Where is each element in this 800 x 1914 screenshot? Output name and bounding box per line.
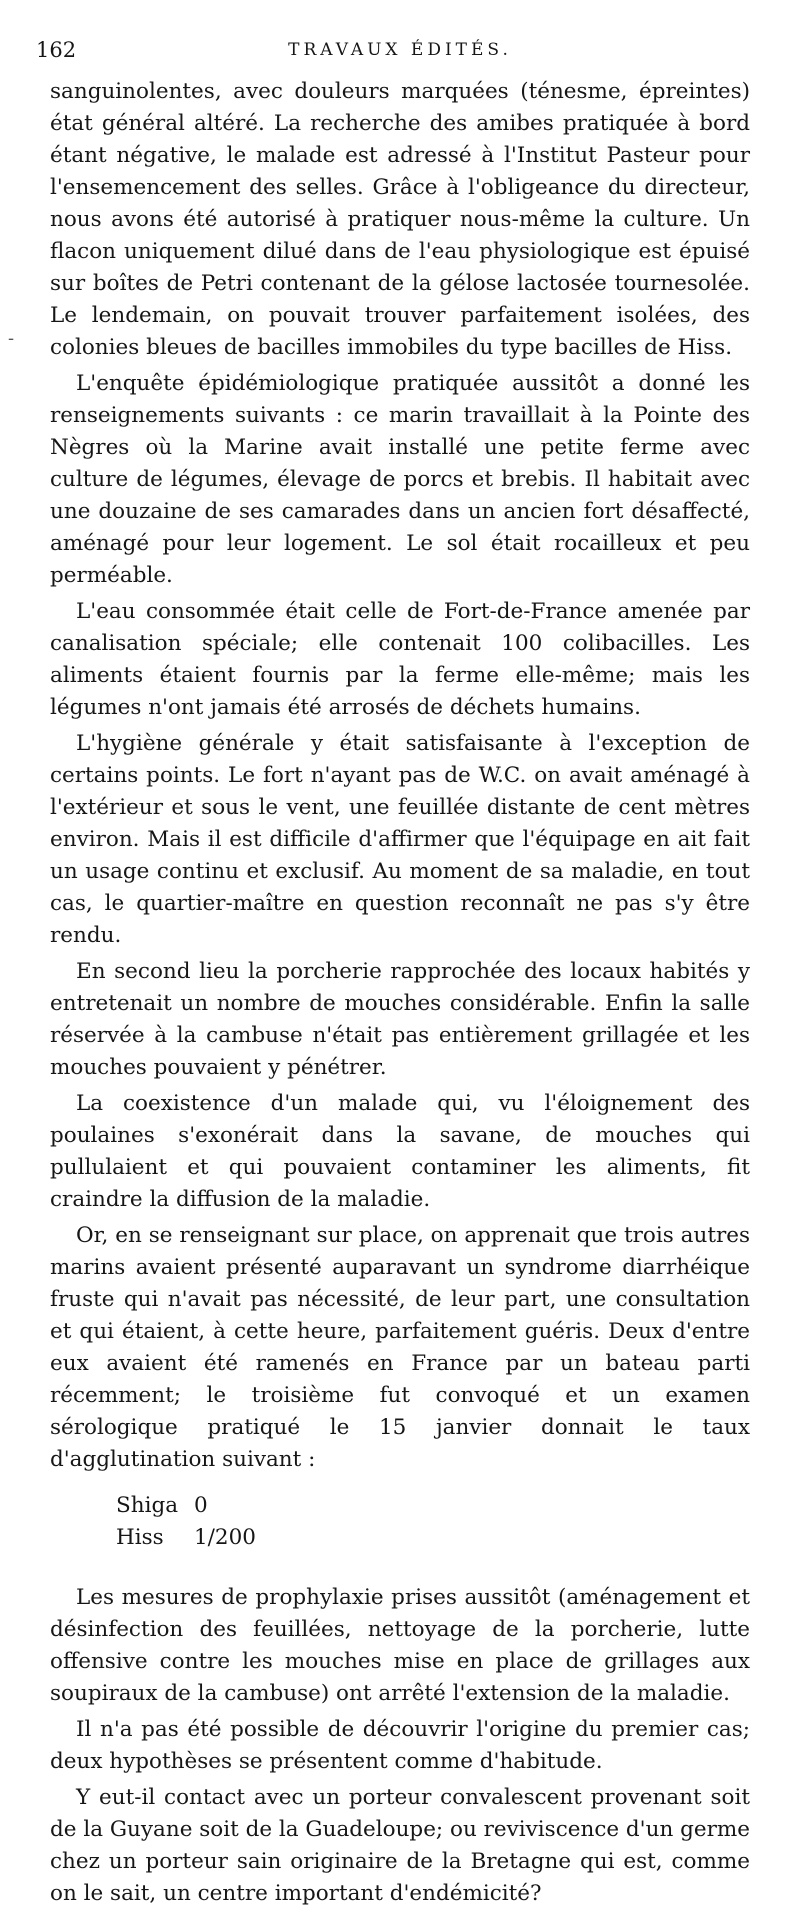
paragraph: L'eau consommée était celle de Fort-de-France amenée par canalisation spéciale; elle contenait 100 colibacilles. Les aliments étaient fournis par la ferme elle-même; mais les légumes n'ont jamais été arrosés de déchets humains. (50, 599, 750, 720)
agglutination-value: 0 (194, 1493, 208, 1518)
paragraph: La coexistence d'un malade qui, vu l'éloignement des poulaines s'exonérait dans la savane, de mouches qui pullulaient et qui pouvaient contaminer les aliments, fit craindre la diffusion de la maladie. (50, 1091, 750, 1212)
agglutination-label: Hiss (116, 1525, 164, 1550)
agglutination-label: Shiga (116, 1493, 179, 1518)
agglutination-row (116, 1522, 750, 1554)
paragraph: Y eut-il contact avec un porteur convalescent provenant soit de la Guyane soit de la Guadeloupe; ou reviviscence d'un germe chez un porteur sain originaire de la Bretagne qui est, comme on le sait, un centre important d'endémicité? (50, 1785, 750, 1906)
page-number: 162 (36, 38, 77, 62)
paragraph: En second lieu la porcherie rapprochée des locaux habités y entretenait un nombre de mouches considérable. Enfin la salle réservée à la cambuse n'était pas entièrement grillagée et les mouches pouvaient y pénétrer. (50, 959, 750, 1080)
body-text (50, 76, 750, 1914)
page-header (36, 38, 764, 66)
paragraph: L'hygiène générale y était satisfaisante à l'exception de certains points. Le fort n'ayant pas de W.C. on avait aménagé à l'extérieur et sous le vent, une feuillée distante de cent mètres environ. Mais il est difficile d'affirmer que l'équipage en ait fait un usage continu et exclusif. Au moment de sa maladie, en tout cas, le quartier-maître en question reconnaît ne pas s'y être rendu. (50, 731, 750, 948)
paragraph: Il n'a pas été possible de découvrir l'origine du premier cas; deux hypothèses se présentent comme d'habitude. (50, 1717, 750, 1774)
running-head: TRAVAUX ÉDITÉS. (288, 40, 512, 60)
agglutination-row (116, 1490, 750, 1522)
agglutination-value: 1/200 (194, 1525, 256, 1550)
paragraph: sanguinolentes, avec douleurs marquées (ténesme, épreintes) état général altéré. La recherche des amibes pratiquée à bord étant négative, le malade est adressé à l'Institut Pasteur pour l'ensemencement des selles. Grâce à l'obligeance du directeur, nous avons été autorisé à pratiquer nous-même la culture. Un flacon uniquement dilué dans de l'eau physiologique est épuisé sur boîtes de Petri contenant de la gélose lactosée tournesolée. Le lendemain, on pouvait trouver parfaitement isolées, des colonies bleues de bacilles immobiles du type bacilles de Hiss. (50, 79, 750, 360)
paragraph: Les mesures de prophylaxie prises aussitôt (aménagement et désinfection des feuillées, nettoyage de la porcherie, lutte offensive contre les mouches mise en place de grillages aux soupiraux de la cambuse) ont arrêté l'extension de la maladie. (50, 1585, 750, 1706)
paragraph: Or, en se renseignant sur place, on apprenait que trois autres marins avaient présenté auparavant un syndrome diarrhéique fruste qui n'avait pas nécessité, de leur part, une consultation et qui étaient, à cette heure, parfaitement guéris. Deux d'entre eux avaient été ramenés en France par un bateau parti récemment; le troisième fut convoqué et un examen sérologique pratiqué le 15 janvier donnait le taux d'agglutination suivant : (50, 1223, 750, 1472)
paragraph: L'enquête épidémiologique pratiquée aussitôt a donné les renseignements suivants : ce marin travaillait à la Pointe des Nègres où la Marine avait installé une petite ferme avec culture de légumes, élevage de porcs et brebis. Il habitait avec une douzaine de ses camarades dans un ancien fort désaffecté, aménagé pour leur logement. Le sol était rocailleux et peu perméable. (50, 371, 750, 588)
agglutination-results (116, 1490, 750, 1554)
margin-mark: - (8, 328, 15, 349)
